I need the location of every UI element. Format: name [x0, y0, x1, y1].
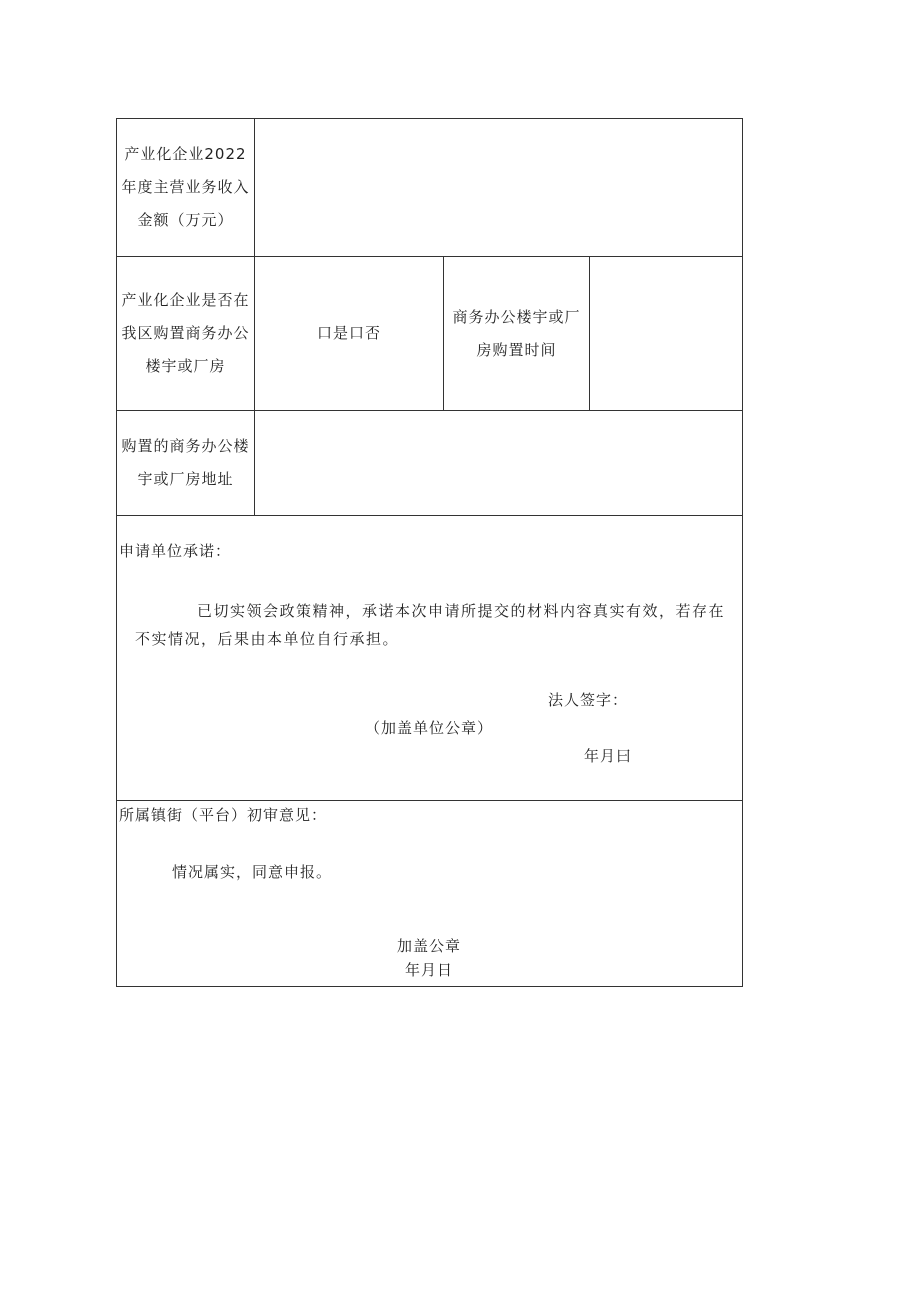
purchase-yes-no-checkboxes[interactable] [255, 257, 443, 410]
revenue-label-line: 年度主营业务收入 [121, 178, 250, 196]
review-date-label: 年月日 [405, 961, 454, 979]
purchase-time-field[interactable] [590, 257, 742, 410]
unit-seal-label: （加盖单位公章） [365, 719, 494, 737]
purchase-label-line: 我区购置商务办公 [121, 324, 250, 342]
address-label-line: 购置的商务办公楼 [121, 437, 250, 455]
revenue-value-field[interactable] [255, 119, 742, 256]
commitment-body-line2: 不实情况，后果由本单位自行承担。 [135, 630, 400, 648]
address-label [117, 411, 254, 515]
application-form-table [116, 118, 743, 987]
review-opinion: 情况属实，同意申报。 [172, 863, 333, 881]
review-title: 所属镇街（平台）初审意见： [119, 806, 328, 824]
commitment-date-label: 年月曰 [584, 747, 633, 765]
purchase-label [117, 257, 254, 410]
purchase-time-label [444, 257, 589, 410]
commitment-title: 申请单位承诺： [119, 542, 232, 560]
row-divider [117, 800, 742, 801]
revenue-label-line: 金额（万元） [137, 211, 234, 229]
commitment-body-line1: 已切实领会政策精神，承诺本次申请所提交的材料内容真实有效，若存在 [197, 602, 726, 620]
purchase-label-line: 楼宇或厂房 [145, 357, 226, 375]
purchase-label-line: 产业化企业是否在 [121, 291, 250, 309]
purchase-time-label-line: 商务办公楼宇或厂 [452, 307, 581, 326]
revenue-label-line: 产业化企业2022 [124, 145, 247, 163]
row-divider [117, 515, 742, 516]
purchase-time-label-line: 房购置时间 [476, 340, 557, 359]
revenue-label [117, 119, 254, 256]
review-seal-label: 加盖公章 [397, 937, 462, 955]
legal-signature-label: 法人签字： [548, 691, 629, 709]
yes-no-option-text[interactable]: 口是口否 [316, 324, 381, 342]
address-label-line: 宇或厂房地址 [137, 470, 234, 488]
address-field[interactable] [255, 411, 742, 515]
